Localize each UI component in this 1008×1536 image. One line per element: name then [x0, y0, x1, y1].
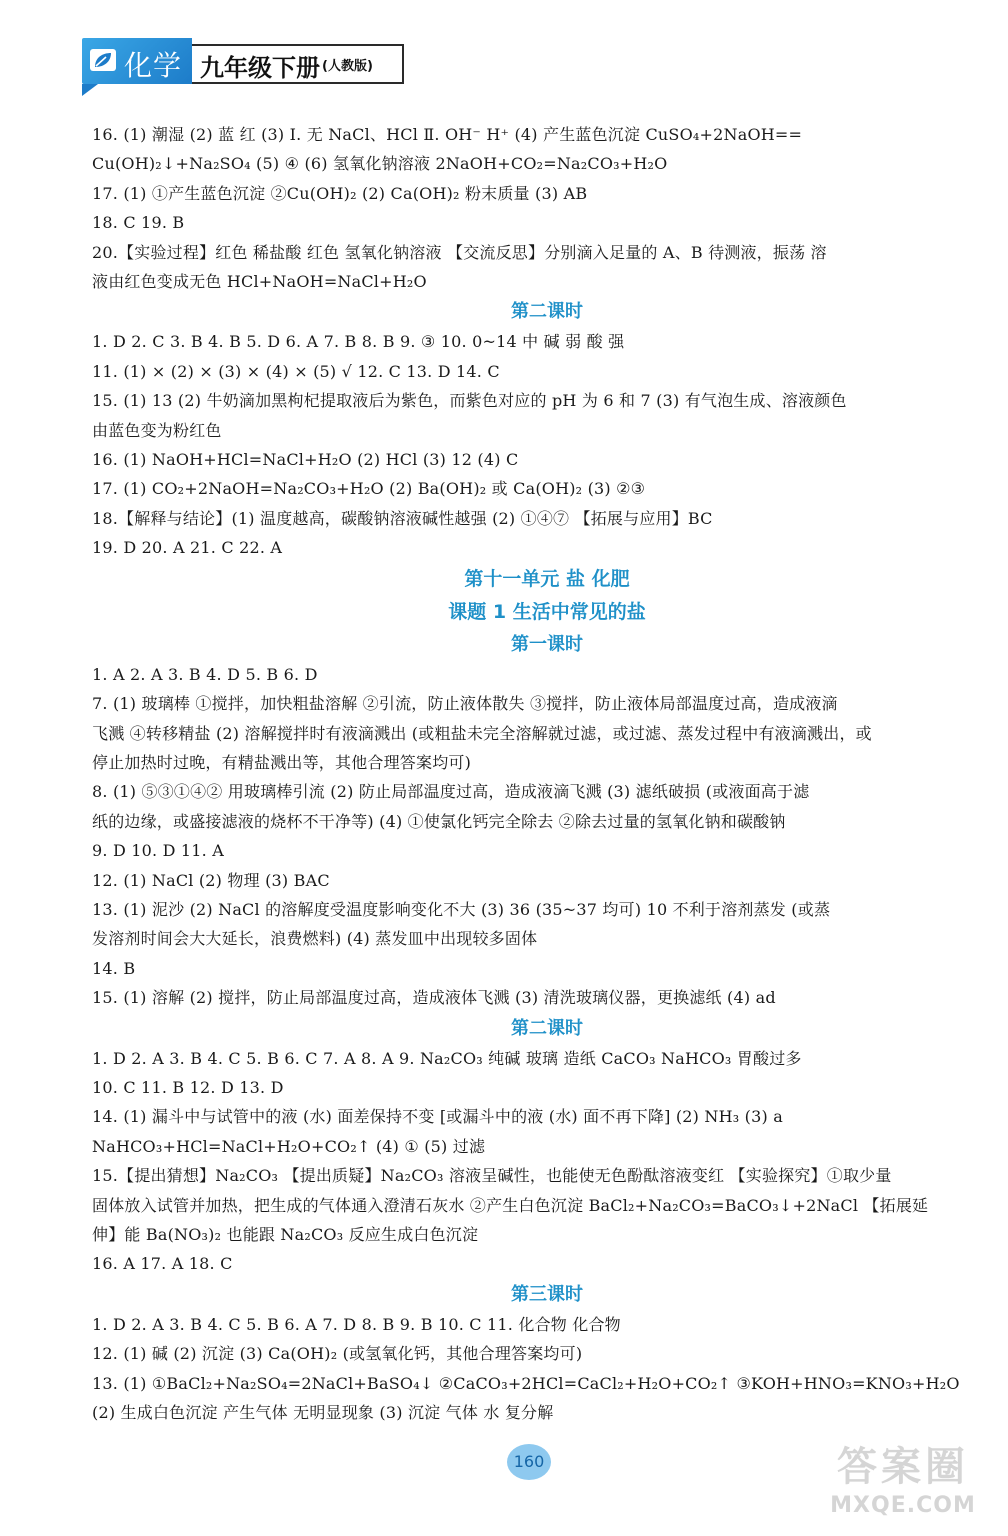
- answer-line: 18. C 19. B: [92, 213, 185, 233]
- answer-line: 12. (1) NaCl (2) 物理 (3) BAC: [92, 870, 330, 890]
- answer-content: [92, 120, 972, 1427]
- answer-line: 16. (1) 潮湿 (2) 蓝 红 (3) Ⅰ. 无 NaCl、HCl Ⅱ. OH⁻ H⁺ (4) 产生蓝色沉淀 CuSO₄+2NaOH==: [92, 125, 803, 144]
- answer-line: 1. D 2. C 3. B 4. B 5. D 6. A 7. B 8. B 9. ③ 10. 0~14 中 碱 弱 酸 强: [92, 332, 625, 352]
- answer-line-continued: 飞溅 ④转移精盐 (2) 溶解搅拌时有液滴溅出 (或粗盐未完全溶解就过滤，或过滤、蒸发过程中有液滴溅出，或: [92, 723, 872, 743]
- answer-line: 17. (1) ①产生蓝色沉淀 ②Cu(OH)₂ (2) Ca(OH)₂ 粉末质量 (3) AB: [92, 183, 588, 203]
- answer-line: 20.【实验过程】红色 稀盐酸 红色 氢氧化钠溶液 【交流反思】分别滴入足量的 A、B 待测液，振荡 溶: [92, 242, 827, 262]
- answer-line-continued: (2) 生成白色沉淀 产生气体 无明显现象 (3) 沉淀 气体 水 复分解: [92, 1403, 554, 1423]
- answer-line: 8. (1) ⑤③①④② 用玻璃棒引流 (2) 防止局部温度过高，造成液滴飞溅 (3) 滤纸破损 (或液面高于滤: [92, 782, 810, 802]
- answer-line-continued: 发溶剂时间会大大延长，浪费燃料) (4) 蒸发皿中出现较多固体: [92, 929, 538, 949]
- unit-heading: 课题 1 生活中常见的盐: [448, 600, 646, 623]
- answer-line-continued: 固体放入试管并加热，把生成的气体通入澄清石灰水 ②产生白色沉淀 BaCl₂+Na₂CO₃=BaCO₃↓+2NaCl 【拓展延: [92, 1195, 929, 1215]
- answer-line-continued: 液由红色变成无色 HCl+NaOH=NaCl+H₂O: [92, 272, 427, 292]
- answer-line: 14. B: [92, 958, 136, 978]
- answer-line: 7. (1) 玻璃棒 ①搅拌，加快粗盐溶解 ②引流，防止液体散失 ③搅拌，防止液体局部温度过高，造成液滴: [92, 694, 838, 714]
- answer-line: 15. (1) 溶解 (2) 搅拌，防止局部温度过高，造成液体飞溅 (3) 清洗玻璃仪器，更换滤纸 (4) ad: [92, 988, 776, 1008]
- answer-line-continued: 伸】能 Ba(NO₃)₂ 也能跟 Na₂CO₃ 反应生成白色沉淀: [92, 1225, 479, 1244]
- answer-line: 18.【解释与结论】(1) 温度越高，碳酸钠溶液碱性越强 (2) ①④⑦ 【拓展与应用】BC: [92, 508, 713, 528]
- grade-label: 九年级下册: [200, 54, 320, 82]
- leaf-icon: [90, 49, 116, 71]
- answer-line: 16. (1) NaOH+HCl=NaCl+H₂O (2) HCl (3) 12 (4) C: [92, 450, 519, 470]
- watermark-logo-text: 答案圈: [837, 1444, 969, 1490]
- answer-line-continued: 纸的边缘，或盛接滤液的烧杯不干净等) (4) ①使氯化钙完全除去 ②除去过量的氢氧化钠和碳酸钠: [92, 811, 786, 831]
- answer-line: 16. A 17. A 18. C: [92, 1254, 233, 1274]
- page-header: [82, 38, 412, 88]
- answer-line: 15. (1) 13 (2) 牛奶滴加黑枸杞提取液后为紫色，而紫色对应的 pH 为 6 和 7 (3) 有气泡生成、溶液颜色: [92, 391, 847, 411]
- answer-line: 19. D 20. A 21. C 22. A: [92, 538, 283, 558]
- answer-line-continued: Cu(OH)₂↓+Na₂SO₄ (5) ④ (6) 氢氧化钠溶液 2NaOH+CO₂=Na₂CO₃+H₂O: [92, 154, 668, 174]
- answer-line-continued: NaHCO₃+HCl=NaCl+H₂O+CO₂↑ (4) ① (5) 过滤: [92, 1136, 486, 1156]
- answer-line: 1. D 2. A 3. B 4. C 5. B 6. A 7. D 8. B 9. B 10. C 11. 化合物 化合物: [92, 1314, 621, 1334]
- watermark-url: MXQE.COM: [830, 1493, 976, 1518]
- answer-line: 12. (1) 碱 (2) 沉淀 (3) Ca(OH)₂ (或氢氧化钙，其他合理答案均可): [92, 1344, 583, 1364]
- watermark: [808, 1442, 998, 1526]
- answer-line: 13. (1) ①BaCl₂+Na₂SO₄=2NaCl+BaSO₄↓ ②CaCO₃+2HCl=CaCl₂+H₂O+CO₂↑ ③KOH+HNO₃=KNO₃+H₂O: [92, 1373, 960, 1393]
- answer-line: 17. (1) CO₂+2NaOH=Na₂CO₃+H₂O (2) Ba(OH)₂ 或 Ca(OH)₂ (3) ②③: [92, 479, 646, 499]
- answer-line: 10. C 11. B 12. D 13. D: [92, 1077, 284, 1097]
- answer-line: 1. D 2. A 3. B 4. C 5. B 6. C 7. A 8. A 9. Na₂CO₃ 纯碱 玻璃 造纸 CaCO₃ NaHCO₃ 胃酸过多: [92, 1048, 802, 1068]
- subject-tab: [82, 38, 192, 84]
- grade-box: [192, 44, 404, 84]
- answer-line: 1. A 2. A 3. B 4. D 5. B 6. D: [92, 664, 318, 684]
- page-number: 160: [507, 1444, 551, 1480]
- section-heading: 第二课时: [511, 301, 583, 323]
- section-heading: 第三课时: [511, 1283, 583, 1305]
- answer-line-continued: 停止加热时过晚，有精盐溅出等，其他合理答案均可): [92, 752, 472, 772]
- answer-line: 11. (1) × (2) × (3) × (4) × (5) √ 12. C 13. D 14. C: [92, 361, 500, 381]
- unit-heading: 第十一单元 盐 化肥: [464, 567, 630, 590]
- answer-line: 14. (1) 漏斗中与试管中的液 (水) 面差保持不变 [或漏斗中的液 (水) 面不再下降] (2) NH₃ (3) a: [92, 1107, 783, 1127]
- subject-label: 化学: [124, 49, 183, 82]
- answer-line: 15.【提出猜想】Na₂CO₃ 【提出质疑】Na₂CO₃ 溶液呈碱性，也能使无色酚酞溶液变红 【实验探究】①取少量: [92, 1166, 892, 1186]
- section-heading: 第二课时: [511, 1017, 583, 1039]
- answer-line: 13. (1) 泥沙 (2) NaCl 的溶解度受温度影响变化不大 (3) 36 (35~37 均可) 10 不利于溶剂蒸发 (或蒸: [92, 899, 831, 919]
- answer-line: 9. D 10. D 11. A: [92, 841, 224, 861]
- section-heading: 第一课时: [511, 633, 583, 655]
- edition-label: (人教版): [322, 59, 373, 74]
- answer-line-continued: 由蓝色变为粉红色: [92, 420, 222, 440]
